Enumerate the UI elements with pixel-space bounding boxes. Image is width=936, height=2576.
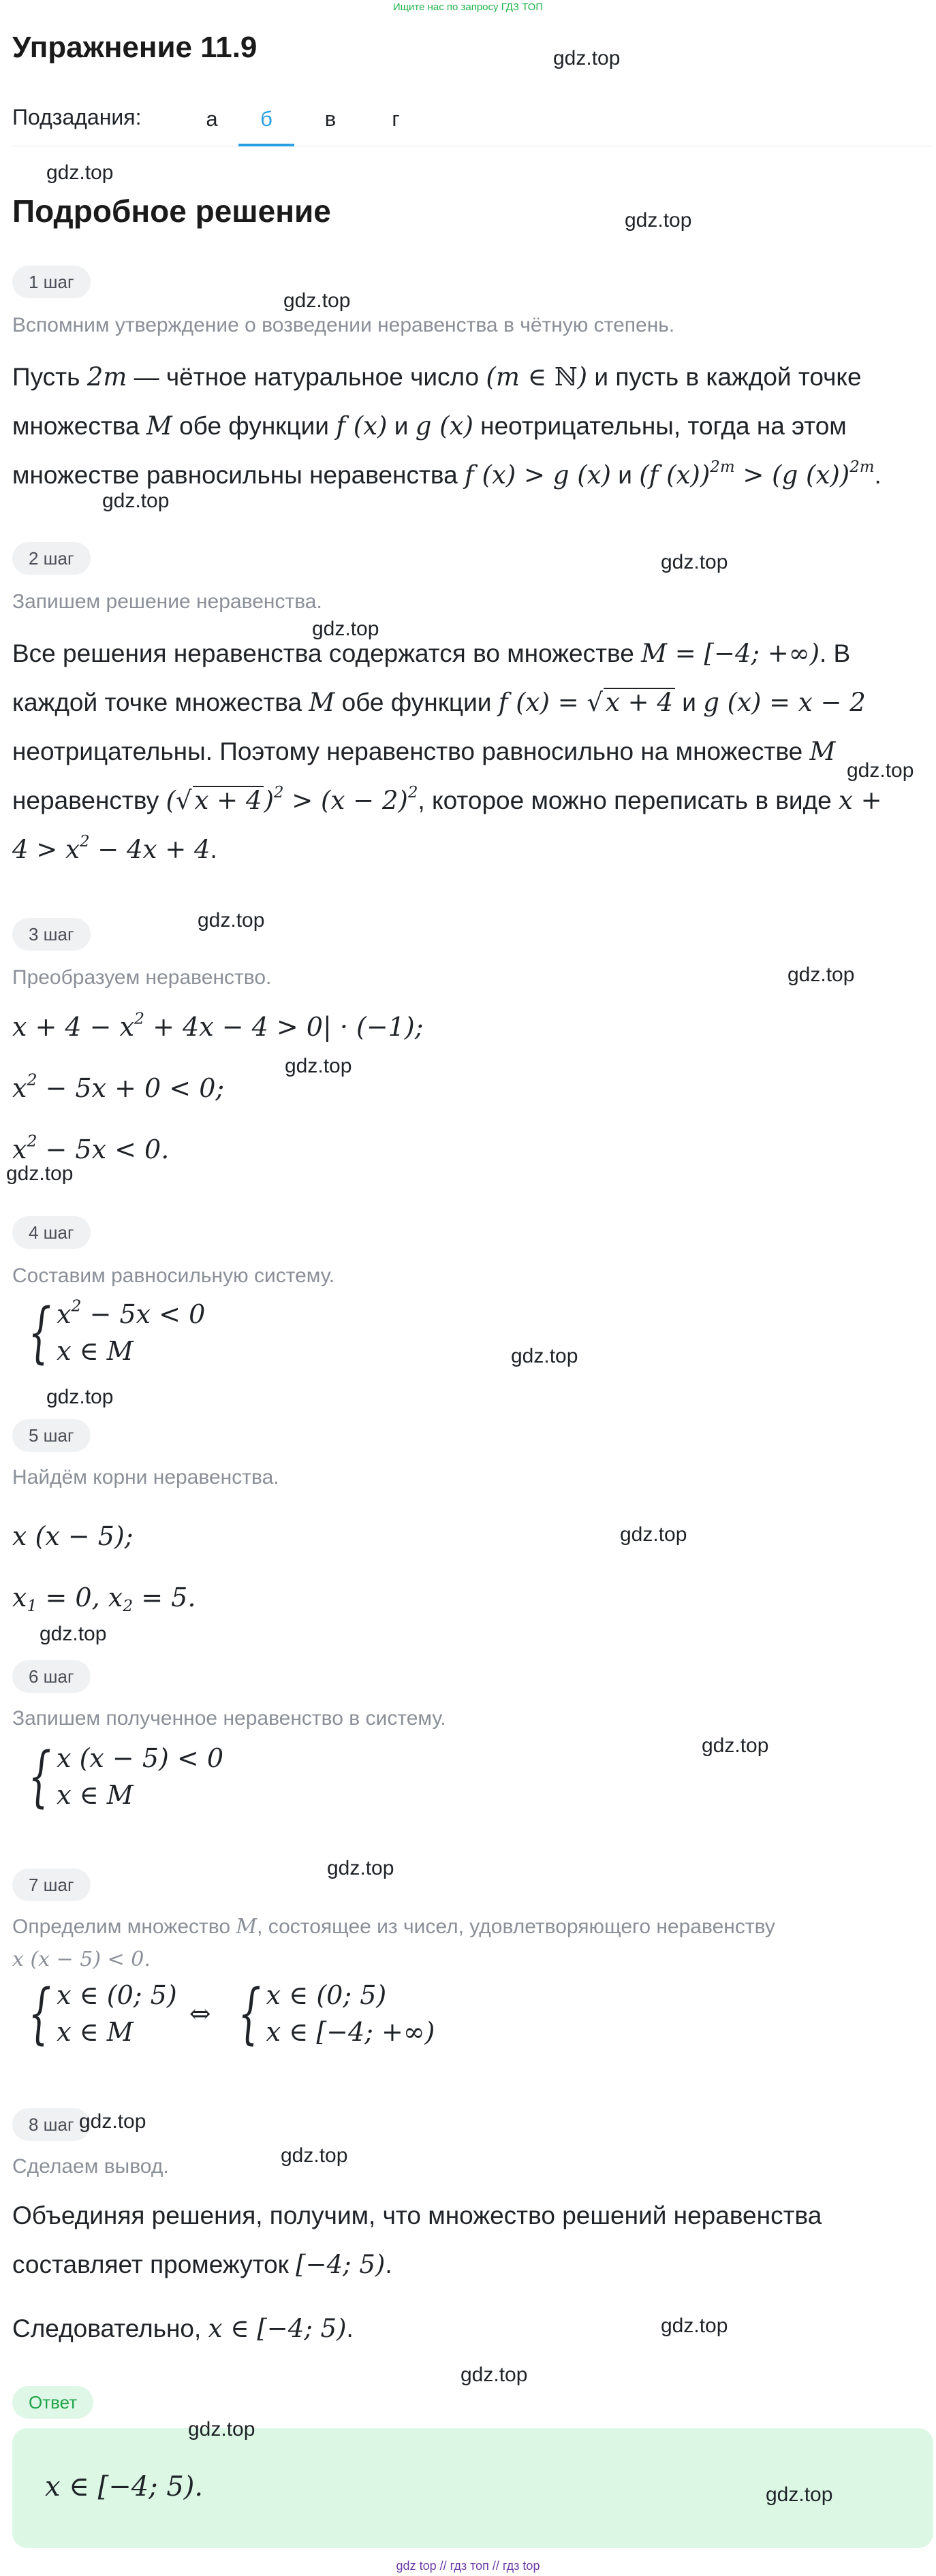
step-2-text: Все решения неравенства содержатся во множестве M = [−4; +∞). В каждой точке множества M обе функции f (x) = √ x + 4 и g (x) = x − 2 неотрицательны. Поэтому неравенство равносильно на множестве M неравенству (√ $x + 4)^2 > (x - 2)^2$, которое можно переписать в виде x + $4 > x^2 - 4x + 4$. [12, 639, 882, 864]
step-label: Преобразуем неравенство. [12, 966, 272, 989]
step-label: Запишем решение неравенства. [12, 590, 322, 613]
search-hint-link[interactable]: Ищите нас по запросу ГДЗ ТОП [392, 1, 544, 13]
watermark: gdz.top [285, 1055, 352, 1077]
inequality-system: { x ∈ (0; 5) x ∈ M ⇔ { x ∈ (0; 5) x ∈ [−4; +∞) [28, 1975, 435, 2052]
watermark: gdz.top [511, 1345, 578, 1367]
watermark: gdz.top [553, 47, 621, 69]
inequality-system: { x (x − 5) < 0 x ∈ M [28, 1738, 224, 1815]
step-label: Найдём корни неравенства. [12, 1466, 279, 1489]
watermark: gdz.top [281, 2144, 348, 2167]
step-label: Определим множество M, состоящее из чисел, удовлетворяющего неравенству [12, 1915, 775, 1939]
step-label: x (x − 5) < 0. [12, 1947, 151, 1971]
step-badge: 2 шаг [12, 542, 91, 575]
watermark: gdz.top [283, 289, 351, 312]
watermark: gdz.top [312, 618, 379, 640]
step-badge: 1 шаг [12, 266, 91, 298]
step-1-text: Пусть 2m — чётное натуральное число (m ∈ ℕ) и пусть в каждой точке множества M обе функции f (x) и g (x) неотрицательны, тогда на этом множестве равносильны неравенства f (x) > g (x) и (f (x))$^{2m}$ > (g (x))$^{2m}$. [12, 362, 882, 490]
equation-line: x (x − 5); [12, 1521, 134, 1551]
answer-badge: Ответ [12, 2386, 93, 2419]
step-8-conclusion: Следовательно, x ∈ [−4; 5). [12, 2314, 354, 2343]
answer-text: x ∈ [−4; 5). [45, 2471, 204, 2502]
watermark: gdz.top [661, 2315, 728, 2337]
step-badge: 6 шаг [12, 1660, 91, 1693]
step-label: Сделаем вывод. [12, 2155, 169, 2178]
step-8-text: Объединяя решения, получим, что множество решений неравенства составляет промежуток [−4; 5). [12, 2201, 822, 2279]
watermark: gdz.top [46, 1386, 114, 1408]
watermark: gdz.top [40, 1623, 107, 1645]
watermark: gdz.top [847, 759, 914, 782]
equation-line: $x^2 - 5x < 0$. [12, 1131, 170, 1164]
subtasks-bar [12, 95, 933, 146]
watermark: gdz.top [461, 2364, 528, 2386]
equation-line: $x + 4 - x^2 + 4x - 4 > 0| \cdot (-1)$; [12, 1008, 424, 1042]
watermark: gdz.top [620, 1523, 687, 1546]
step-badge: 3 шаг [12, 918, 91, 951]
tab-subtask-b[interactable]: б [238, 95, 294, 146]
step-label: Запишем полученное неравенство в систему. [12, 1707, 446, 1730]
watermark: gdz.top [102, 490, 170, 512]
watermark: gdz.top [661, 551, 728, 573]
watermark: gdz.top [6, 1162, 74, 1185]
inequality-system: { $x^2 - 5x < 0$ x ∈ M [28, 1294, 206, 1371]
step-badge: 5 шаг [12, 1419, 91, 1452]
step-label: Составим равносильную систему. [12, 1265, 335, 1287]
watermark: gdz.top [787, 964, 855, 986]
step-label: Вспомним утверждение о возведении неравенства в чётную степень. [12, 314, 675, 336]
step-badge: 4 шаг [12, 1216, 91, 1249]
watermark: gdz.top [702, 1734, 769, 1757]
tab-subtask-v[interactable]: в [324, 107, 337, 131]
section-title: Подробное решение [12, 193, 331, 229]
watermark: gdz.top [46, 161, 114, 184]
watermark: gdz.top [79, 2110, 146, 2133]
step-badge: 7 шаг [12, 1869, 91, 1901]
tab-subtask-a[interactable]: а [206, 107, 218, 131]
subtasks-label: Подзадания: [12, 105, 142, 129]
watermark: gdz.top [198, 909, 265, 932]
footer-links[interactable]: gdz top // гдз топ // гдз top [396, 2559, 540, 2573]
watermark: gdz.top [188, 2418, 255, 2440]
page-title: Упражнение 11.9 [12, 31, 258, 64]
tab-subtask-g[interactable]: г [392, 107, 400, 131]
equation-line: $x_1 = 0$, $x_2 = 5$. [12, 1583, 196, 1616]
step-badge: 8 шаг [12, 2108, 91, 2141]
watermark: gdz.top [327, 1857, 394, 1879]
watermark: gdz.top [625, 209, 692, 232]
watermark: gdz.top [766, 2483, 833, 2506]
equation-line: $x^2 - 5x + 0 < 0$; [12, 1070, 225, 1103]
